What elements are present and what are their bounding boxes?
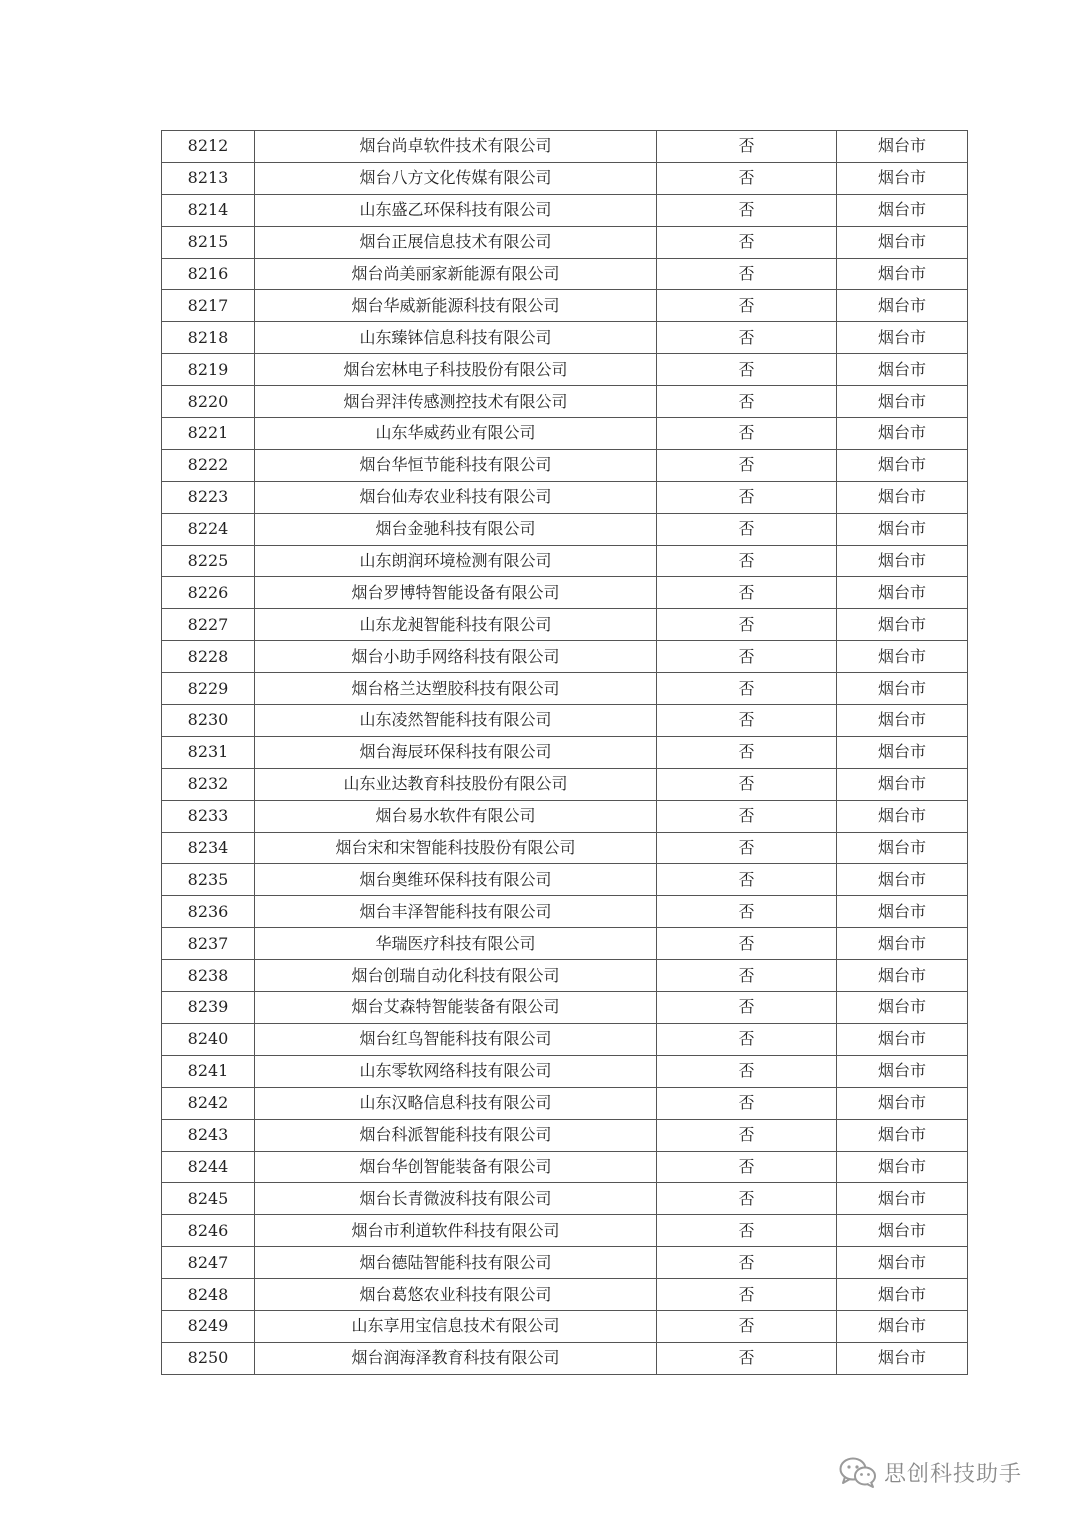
company-name-cell: 烟台华创智能装备有限公司 — [255, 1151, 657, 1183]
flag-cell: 否 — [657, 928, 837, 960]
company-name-cell: 烟台华威新能源科技有限公司 — [255, 290, 657, 322]
company-name-cell: 烟台宏林电子科技股份有限公司 — [255, 354, 657, 386]
company-name-cell: 山东零软网络科技有限公司 — [255, 1055, 657, 1087]
table-row — [162, 864, 968, 896]
table-row — [162, 1279, 968, 1311]
flag-cell: 否 — [657, 736, 837, 768]
company-name-cell: 烟台格兰达塑胶科技有限公司 — [255, 673, 657, 705]
table-row — [162, 513, 968, 545]
flag-cell: 否 — [657, 386, 837, 418]
table-row — [162, 1119, 968, 1151]
company-name-cell: 烟台科派智能科技有限公司 — [255, 1119, 657, 1151]
table-row — [162, 736, 968, 768]
company-name-cell: 山东汉略信息科技有限公司 — [255, 1087, 657, 1119]
row-number-cell: 8229 — [162, 673, 255, 705]
flag-cell: 否 — [657, 1215, 837, 1247]
table-row — [162, 290, 968, 322]
row-number-cell: 8239 — [162, 992, 255, 1024]
row-number-cell: 8213 — [162, 162, 255, 194]
city-cell: 烟台市 — [837, 641, 968, 673]
flag-cell: 否 — [657, 354, 837, 386]
city-cell: 烟台市 — [837, 1055, 968, 1087]
company-name-cell: 烟台宋和宋智能科技股份有限公司 — [255, 832, 657, 864]
city-cell: 烟台市 — [837, 609, 968, 641]
company-name-cell: 烟台尚卓软件技术有限公司 — [255, 131, 657, 163]
company-name-cell: 烟台市利道软件科技有限公司 — [255, 1215, 657, 1247]
table-row — [162, 1087, 968, 1119]
table-row — [162, 673, 968, 705]
city-cell: 烟台市 — [837, 864, 968, 896]
city-cell: 烟台市 — [837, 513, 968, 545]
table-row — [162, 354, 968, 386]
row-number-cell: 8246 — [162, 1215, 255, 1247]
city-cell: 烟台市 — [837, 545, 968, 577]
city-cell: 烟台市 — [837, 800, 968, 832]
city-cell: 烟台市 — [837, 960, 968, 992]
company-table — [161, 130, 968, 1375]
company-name-cell: 烟台葛悠农业科技有限公司 — [255, 1279, 657, 1311]
company-name-cell: 烟台长青微波科技有限公司 — [255, 1183, 657, 1215]
row-number-cell: 8232 — [162, 768, 255, 800]
city-cell: 烟台市 — [837, 449, 968, 481]
table-row — [162, 449, 968, 481]
flag-cell: 否 — [657, 418, 837, 450]
flag-cell: 否 — [657, 673, 837, 705]
table-row — [162, 992, 968, 1024]
flag-cell: 否 — [657, 322, 837, 354]
row-number-cell: 8236 — [162, 896, 255, 928]
flag-cell: 否 — [657, 1310, 837, 1342]
city-cell: 烟台市 — [837, 1310, 968, 1342]
city-cell: 烟台市 — [837, 1151, 968, 1183]
flag-cell: 否 — [657, 577, 837, 609]
row-number-cell: 8218 — [162, 322, 255, 354]
company-name-cell: 烟台易水软件有限公司 — [255, 800, 657, 832]
table-row — [162, 131, 968, 163]
table-row — [162, 800, 968, 832]
table-row — [162, 1055, 968, 1087]
company-name-cell: 烟台德陆智能科技有限公司 — [255, 1247, 657, 1279]
company-name-cell: 山东享用宝信息技术有限公司 — [255, 1310, 657, 1342]
table-row — [162, 545, 968, 577]
table-row — [162, 641, 968, 673]
table-row — [162, 322, 968, 354]
table-row — [162, 258, 968, 290]
flag-cell: 否 — [657, 1119, 837, 1151]
company-name-cell: 烟台仙寿农业科技有限公司 — [255, 481, 657, 513]
table-row — [162, 1310, 968, 1342]
table-row — [162, 928, 968, 960]
city-cell: 烟台市 — [837, 1215, 968, 1247]
flag-cell: 否 — [657, 545, 837, 577]
row-number-cell: 8243 — [162, 1119, 255, 1151]
company-name-cell: 烟台八方文化传媒有限公司 — [255, 162, 657, 194]
flag-cell: 否 — [657, 162, 837, 194]
row-number-cell: 8226 — [162, 577, 255, 609]
table-row — [162, 1023, 968, 1055]
row-number-cell: 8249 — [162, 1310, 255, 1342]
table-row — [162, 832, 968, 864]
flag-cell: 否 — [657, 992, 837, 1024]
table-row — [162, 577, 968, 609]
table-row — [162, 1247, 968, 1279]
flag-cell: 否 — [657, 1087, 837, 1119]
city-cell: 烟台市 — [837, 258, 968, 290]
city-cell: 烟台市 — [837, 354, 968, 386]
company-name-cell: 烟台小助手网络科技有限公司 — [255, 641, 657, 673]
row-number-cell: 8220 — [162, 386, 255, 418]
flag-cell: 否 — [657, 513, 837, 545]
flag-cell: 否 — [657, 1183, 837, 1215]
city-cell: 烟台市 — [837, 194, 968, 226]
company-name-cell: 烟台润海泽教育科技有限公司 — [255, 1342, 657, 1374]
company-name-cell: 山东盛乙环保科技有限公司 — [255, 194, 657, 226]
city-cell: 烟台市 — [837, 736, 968, 768]
flag-cell: 否 — [657, 641, 837, 673]
city-cell: 烟台市 — [837, 832, 968, 864]
company-name-cell: 山东华威药业有限公司 — [255, 418, 657, 450]
city-cell: 烟台市 — [837, 1247, 968, 1279]
company-name-cell: 山东朗润环境检测有限公司 — [255, 545, 657, 577]
company-name-cell: 山东业达教育科技股份有限公司 — [255, 768, 657, 800]
flag-cell: 否 — [657, 449, 837, 481]
table-row — [162, 162, 968, 194]
flag-cell: 否 — [657, 481, 837, 513]
row-number-cell: 8224 — [162, 513, 255, 545]
row-number-cell: 8235 — [162, 864, 255, 896]
company-name-cell: 山东凌然智能科技有限公司 — [255, 705, 657, 737]
row-number-cell: 8231 — [162, 736, 255, 768]
row-number-cell: 8238 — [162, 960, 255, 992]
row-number-cell: 8242 — [162, 1087, 255, 1119]
company-name-cell: 华瑞医疗科技有限公司 — [255, 928, 657, 960]
city-cell: 烟台市 — [837, 290, 968, 322]
company-name-cell: 烟台尚美丽家新能源有限公司 — [255, 258, 657, 290]
city-cell: 烟台市 — [837, 1119, 968, 1151]
row-number-cell: 8212 — [162, 131, 255, 163]
row-number-cell: 8221 — [162, 418, 255, 450]
city-cell: 烟台市 — [837, 928, 968, 960]
flag-cell: 否 — [657, 1055, 837, 1087]
table-row — [162, 1151, 968, 1183]
flag-cell: 否 — [657, 1247, 837, 1279]
row-number-cell: 8245 — [162, 1183, 255, 1215]
city-cell: 烟台市 — [837, 1279, 968, 1311]
row-number-cell: 8248 — [162, 1279, 255, 1311]
row-number-cell: 8225 — [162, 545, 255, 577]
city-cell: 烟台市 — [837, 768, 968, 800]
table-row — [162, 1183, 968, 1215]
city-cell: 烟台市 — [837, 418, 968, 450]
company-name-cell: 山东臻钵信息科技有限公司 — [255, 322, 657, 354]
watermark-text: 思创科技助手 — [884, 1461, 1023, 1487]
table-row — [162, 226, 968, 258]
company-name-cell: 烟台羿沣传感测控技术有限公司 — [255, 386, 657, 418]
company-name-cell: 烟台正展信息技术有限公司 — [255, 226, 657, 258]
row-number-cell: 8223 — [162, 481, 255, 513]
company-name-cell: 烟台海辰环保科技有限公司 — [255, 736, 657, 768]
city-cell: 烟台市 — [837, 481, 968, 513]
row-number-cell: 8241 — [162, 1055, 255, 1087]
flag-cell: 否 — [657, 290, 837, 322]
company-name-cell: 山东龙昶智能科技有限公司 — [255, 609, 657, 641]
company-name-cell: 烟台罗博特智能设备有限公司 — [255, 577, 657, 609]
row-number-cell: 8227 — [162, 609, 255, 641]
flag-cell: 否 — [657, 609, 837, 641]
flag-cell: 否 — [657, 864, 837, 896]
city-cell: 烟台市 — [837, 1023, 968, 1055]
flag-cell: 否 — [657, 226, 837, 258]
row-number-cell: 8215 — [162, 226, 255, 258]
row-number-cell: 8250 — [162, 1342, 255, 1374]
flag-cell: 否 — [657, 960, 837, 992]
company-name-cell: 烟台华恒节能科技有限公司 — [255, 449, 657, 481]
company-name-cell: 烟台丰泽智能科技有限公司 — [255, 896, 657, 928]
row-number-cell: 8216 — [162, 258, 255, 290]
table-row — [162, 960, 968, 992]
row-number-cell: 8234 — [162, 832, 255, 864]
flag-cell: 否 — [657, 800, 837, 832]
row-number-cell: 8222 — [162, 449, 255, 481]
row-number-cell: 8233 — [162, 800, 255, 832]
city-cell: 烟台市 — [837, 577, 968, 609]
city-cell: 烟台市 — [837, 1342, 968, 1374]
row-number-cell: 8214 — [162, 194, 255, 226]
flag-cell: 否 — [657, 131, 837, 163]
table-row — [162, 194, 968, 226]
flag-cell: 否 — [657, 705, 837, 737]
table-row — [162, 386, 968, 418]
flag-cell: 否 — [657, 1151, 837, 1183]
wechat-icon — [838, 1455, 878, 1489]
table-row — [162, 768, 968, 800]
company-name-cell: 烟台红鸟智能科技有限公司 — [255, 1023, 657, 1055]
company-name-cell: 烟台奥维环保科技有限公司 — [255, 864, 657, 896]
flag-cell: 否 — [657, 832, 837, 864]
row-number-cell: 8237 — [162, 928, 255, 960]
flag-cell: 否 — [657, 1023, 837, 1055]
city-cell: 烟台市 — [837, 162, 968, 194]
city-cell: 烟台市 — [837, 226, 968, 258]
table-row — [162, 609, 968, 641]
city-cell: 烟台市 — [837, 322, 968, 354]
company-name-cell: 烟台艾森特智能装备有限公司 — [255, 992, 657, 1024]
row-number-cell: 8217 — [162, 290, 255, 322]
row-number-cell: 8244 — [162, 1151, 255, 1183]
table-body — [162, 131, 968, 1375]
city-cell: 烟台市 — [837, 1087, 968, 1119]
table-row — [162, 481, 968, 513]
flag-cell: 否 — [657, 1279, 837, 1311]
city-cell: 烟台市 — [837, 1183, 968, 1215]
flag-cell: 否 — [657, 768, 837, 800]
row-number-cell: 8247 — [162, 1247, 255, 1279]
row-number-cell: 8230 — [162, 705, 255, 737]
city-cell: 烟台市 — [837, 131, 968, 163]
city-cell: 烟台市 — [837, 705, 968, 737]
city-cell: 烟台市 — [837, 386, 968, 418]
watermark — [838, 1452, 1022, 1492]
row-number-cell: 8240 — [162, 1023, 255, 1055]
table-row — [162, 418, 968, 450]
table-row — [162, 705, 968, 737]
flag-cell: 否 — [657, 258, 837, 290]
company-name-cell: 烟台金驰科技有限公司 — [255, 513, 657, 545]
row-number-cell: 8228 — [162, 641, 255, 673]
table-row — [162, 1342, 968, 1374]
table-row — [162, 1215, 968, 1247]
city-cell: 烟台市 — [837, 896, 968, 928]
city-cell: 烟台市 — [837, 673, 968, 705]
company-name-cell: 烟台创瑞自动化科技有限公司 — [255, 960, 657, 992]
table-row — [162, 896, 968, 928]
flag-cell: 否 — [657, 896, 837, 928]
row-number-cell: 8219 — [162, 354, 255, 386]
city-cell: 烟台市 — [837, 992, 968, 1024]
flag-cell: 否 — [657, 1342, 837, 1374]
flag-cell: 否 — [657, 194, 837, 226]
